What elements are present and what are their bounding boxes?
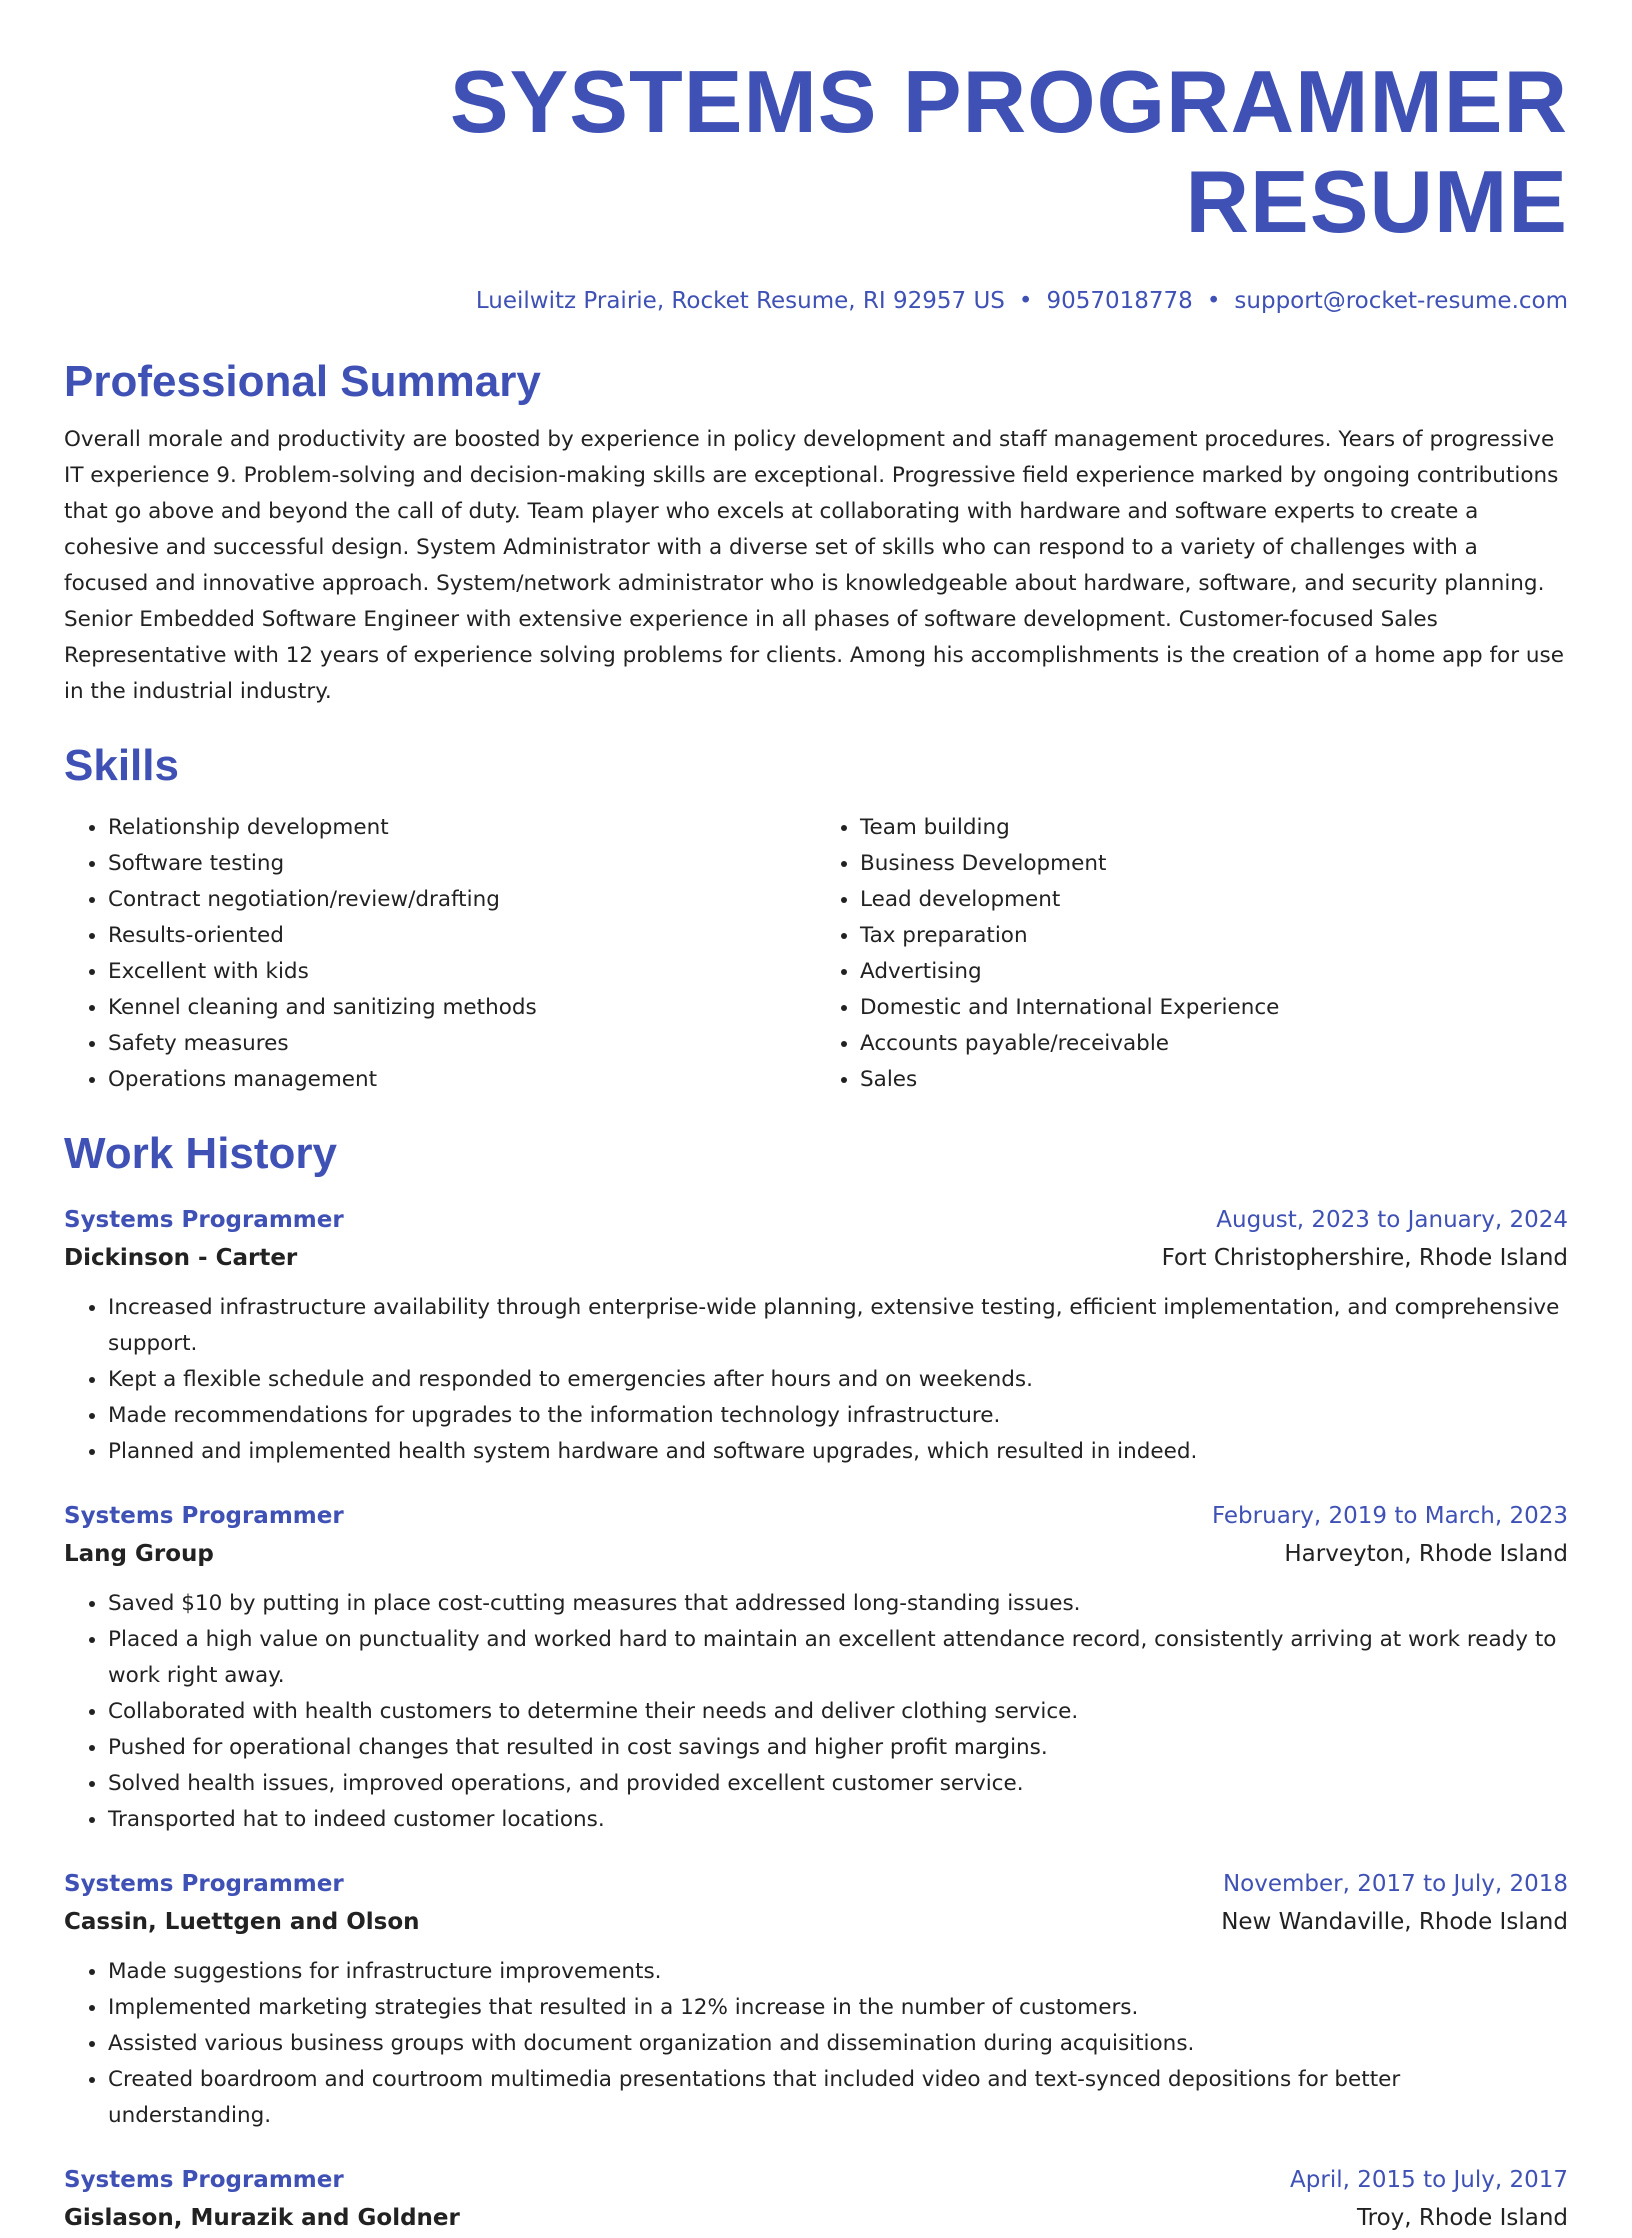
job-title: Systems Programmer (64, 1503, 344, 1529)
skills-list (64, 810, 1568, 1098)
job-bullet: • Collaborated with health customers to determine their needs and deliver clothing service. (108, 1694, 1568, 1730)
job-entry (64, 2162, 1568, 2238)
skill-item: • Tax preparation (860, 918, 1568, 954)
skill-item: • Software testing (108, 846, 816, 882)
job-title: Systems Programmer (64, 1207, 344, 1233)
skill-item: • Safety measures (108, 1026, 816, 1062)
skill-item: • Lead development (860, 882, 1568, 918)
contact-line (64, 286, 1568, 316)
job-dates: February, 2019 to March, 2023 (1211, 1503, 1568, 1529)
contact-phone: 9057018778 (1046, 288, 1193, 314)
job-company-row (64, 2198, 1568, 2238)
summary-text: Overall morale and productivity are boosted by experience in policy development and staff management procedures. Years of progressive IT experience 9. Problem-solving and decision-making skills are exceptional. Progressive field experience marked by ongoing contributions that go above and beyond the call of duty. Team player who excels at collaborating with hardware and software experts to create a cohesive and successful design. System Administrator with a diverse set of skills who can respond to a variety of challenges with a focused and innovative approach. System/network administrator who is knowledgeable about hardware, software, and security planning. Senior Embedded Software Engineer with extensive experience in all phases of software development. Customer-focused Sales Representative with 12 years of experience solving problems for clients. Among his accomplishments is the creation of a home app for use in the industrial industry. (64, 427, 1564, 704)
contact-email: support@rocket-resume.com (1234, 288, 1568, 314)
job-bullet: • Implemented marketing strategies that resulted in a 12% increase in the number of customers. (108, 1990, 1568, 2026)
skill-item: • Accounts payable/receivable (860, 1026, 1568, 1062)
contact-separator: • (1206, 288, 1221, 314)
job-company: Cassin, Luettgen and Olson (64, 1909, 420, 1935)
job-bullets (64, 1290, 1568, 1470)
summary-heading: Professional Summary (64, 357, 541, 406)
skill-item: • Excellent with kids (108, 954, 816, 990)
job-bullet: • Pushed for operational changes that resulted in cost savings and higher profit margins. (108, 1730, 1568, 1766)
skill-item: • Team building (860, 810, 1568, 846)
job-company-row (64, 1238, 1568, 1278)
job-bullets (64, 1954, 1568, 2134)
job-location: Fort Christophershire, Rhode Island (1161, 1245, 1568, 1271)
skill-item: • Results-oriented (108, 918, 816, 954)
job-bullet: • Saved $10 by putting in place cost-cutting measures that addressed long-standing issues. (108, 1586, 1568, 1622)
skill-item: • Contract negotiation/review/drafting (108, 882, 816, 918)
job-company-row (64, 1534, 1568, 1574)
job-header-row (64, 1202, 1568, 1238)
job-bullet: • Placed a high value on punctuality and worked hard to maintain an excellent attendance record, consistently arriving at work ready to work right away. (108, 1622, 1568, 1694)
job-company: Dickinson - Carter (64, 1245, 298, 1271)
job-company-row (64, 1902, 1568, 1942)
skills-column-left (64, 810, 816, 1098)
resume-title: SYSTEMS PROGRAMMER RESUME (449, 52, 1568, 251)
job-location: Troy, Rhode Island (1356, 2205, 1568, 2231)
contact-address: Lueilwitz Prairie, Rocket Resume, RI 92957 US (475, 288, 1005, 314)
skill-item: • Kennel cleaning and sanitizing methods (108, 990, 816, 1026)
skill-item: • Advertising (860, 954, 1568, 990)
job-dates: August, 2023 to January, 2024 (1216, 1207, 1568, 1233)
job-bullet: • Kept a flexible schedule and responded to emergencies after hours and on weekends. (108, 1362, 1568, 1398)
work-history-heading: Work History (64, 1129, 338, 1178)
contact-separator: • (1018, 288, 1033, 314)
job-bullet: • Assisted various business groups with document organization and dissemination during acquisitions. (108, 2026, 1568, 2062)
job-bullet: • Transported hat to indeed customer locations. (108, 1802, 1568, 1838)
job-location: New Wandaville, Rhode Island (1221, 1909, 1568, 1935)
job-location: Harveyton, Rhode Island (1284, 1541, 1568, 1567)
skills-column-right (816, 810, 1568, 1098)
job-entry (64, 1866, 1568, 2134)
skills-heading: Skills (64, 741, 179, 790)
job-bullets (64, 1586, 1568, 1838)
job-company: Gislason, Murazik and Goldner (64, 2205, 460, 2231)
skill-item: • Business Development (860, 846, 1568, 882)
skill-item: • Operations management (108, 1062, 816, 1098)
job-bullet: • Increased infrastructure availability through enterprise-wide planning, extensive testing, efficient implementation, and comprehensive support. (108, 1290, 1568, 1362)
job-header-row (64, 2162, 1568, 2198)
job-entry (64, 1202, 1568, 1470)
skill-item: • Relationship development (108, 810, 816, 846)
job-header-row (64, 1866, 1568, 1902)
skill-item: • Sales (860, 1062, 1568, 1098)
job-bullet: • Made recommendations for upgrades to the information technology infrastructure. (108, 1398, 1568, 1434)
job-dates: November, 2017 to July, 2018 (1222, 1871, 1568, 1897)
job-title: Systems Programmer (64, 1871, 344, 1897)
job-dates: April, 2015 to July, 2017 (1290, 2167, 1568, 2193)
job-header-row (64, 1498, 1568, 1534)
job-bullet: • Solved health issues, improved operations, and provided excellent customer service. (108, 1766, 1568, 1802)
job-entry (64, 1498, 1568, 1838)
job-bullet: • Made suggestions for infrastructure improvements. (108, 1954, 1568, 1990)
job-company: Lang Group (64, 1541, 214, 1567)
job-bullet: • Created boardroom and courtroom multimedia presentations that included video and text-synced depositions for better understanding. (108, 2062, 1568, 2134)
job-title: Systems Programmer (64, 2167, 344, 2193)
job-bullet: • Planned and implemented health system hardware and software upgrades, which resulted in indeed. (108, 1434, 1568, 1470)
skill-item: • Domestic and International Experience (860, 990, 1568, 1026)
